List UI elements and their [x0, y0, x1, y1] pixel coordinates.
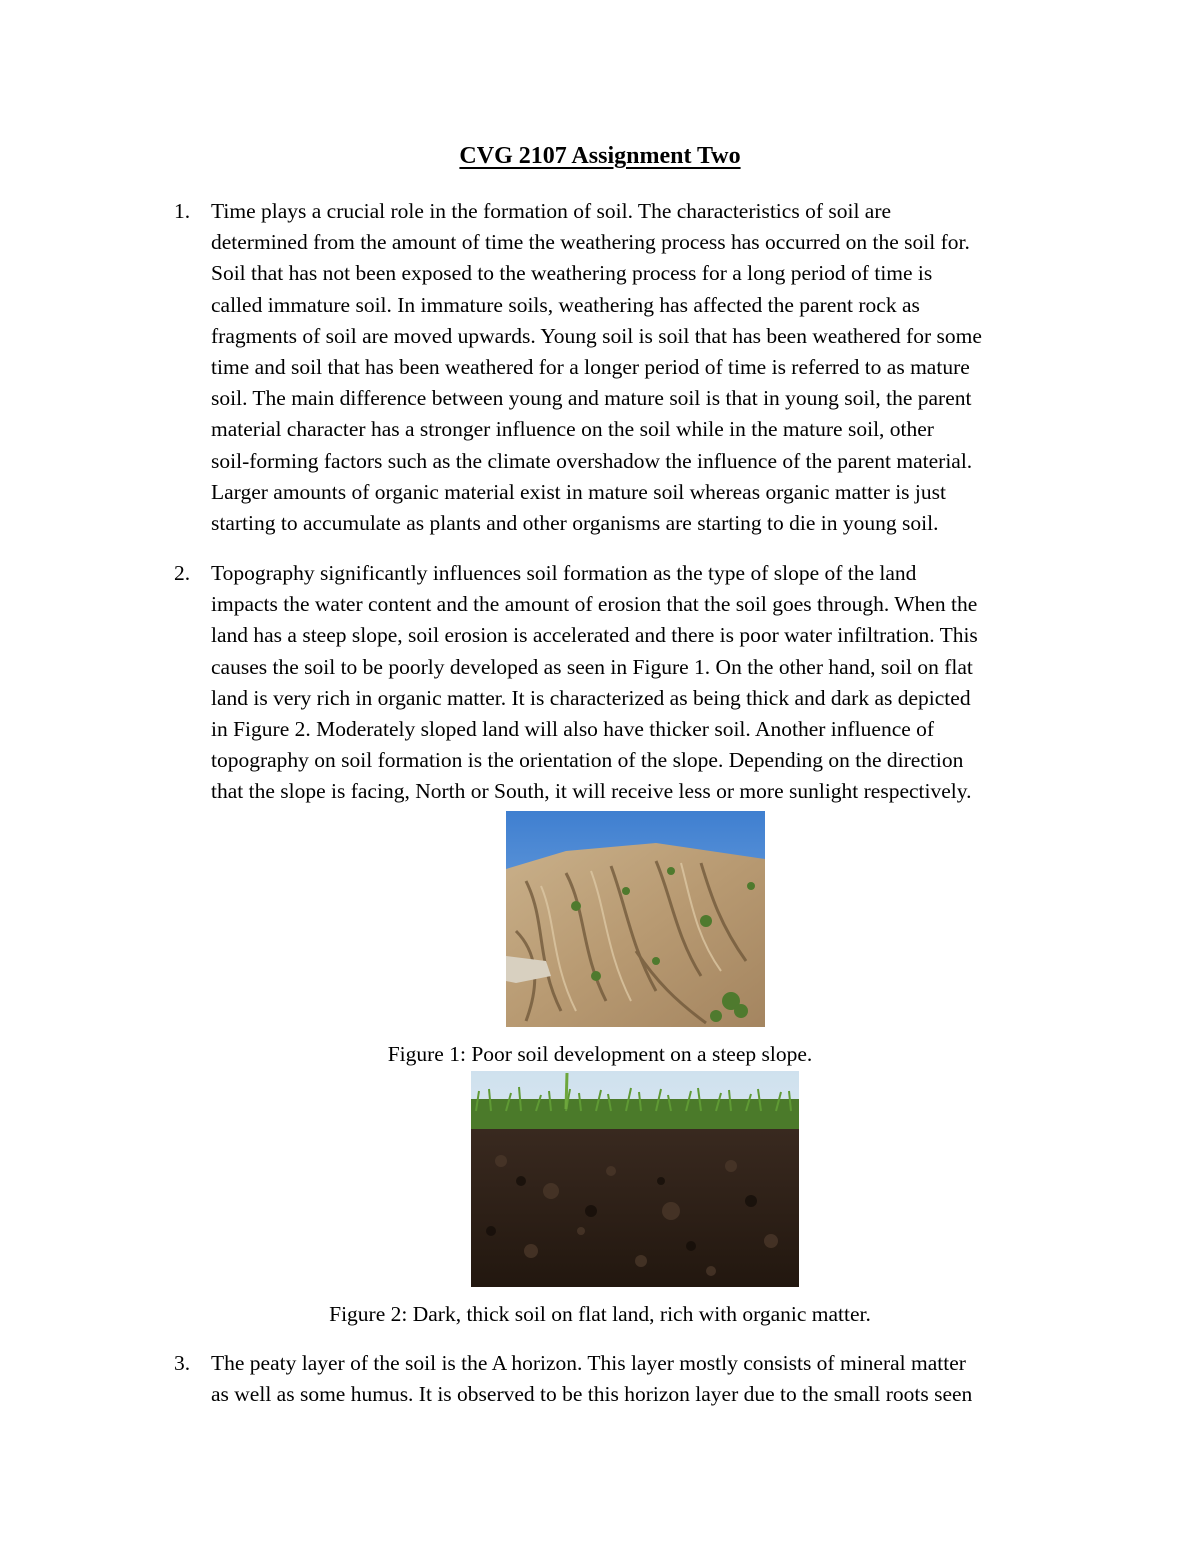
- paragraph-line: in Figure 2. Moderately sloped land will also have thicker soil. Another influence of: [211, 717, 935, 741]
- paragraph-line: impacts the water content and the amount of erosion that the soil goes through. When the: [211, 592, 978, 617]
- paragraph-line: Topography significantly influences soil formation as the type of slope of the land: [211, 561, 917, 585]
- paragraph-line: that the slope is facing, North or South, it will receive less or more sunlight respectively.: [211, 779, 972, 804]
- list-item-number: 3.: [174, 1351, 191, 1375]
- paragraph-line: starting to accumulate as plants and other organisms are starting to die in young soil.: [211, 511, 939, 535]
- paragraph-line: Larger amounts of organic material exist in mature soil whereas organic matter is just: [211, 479, 946, 504]
- paragraph-line: topography on soil formation is the orientation of the slope. Depending on the direction: [211, 748, 964, 773]
- paragraph-line: soil-forming factors such as the climate overshadow the influence of the parent material.: [211, 448, 973, 473]
- figure-2-image: [471, 1071, 799, 1287]
- figure-1-image: [506, 811, 765, 1027]
- paragraph-line: soil. The main difference between young and mature soil is that in young soil, the parent: [211, 386, 972, 411]
- paragraph-line: land is very rich in organic matter. It is characterized as being thick and dark as depicted: [211, 685, 971, 710]
- figure-2-caption: Figure 2: Dark, thick soil on flat land, rich with organic matter.: [329, 1302, 871, 1326]
- paragraph-line: fragments of soil are moved upwards. Young soil is soil that has been weathered for some: [211, 323, 982, 348]
- list-item-number: 1.: [174, 199, 191, 223]
- list-item-number: 2.: [174, 561, 191, 585]
- page-title: CVG 2107 Assignment Two: [459, 143, 741, 169]
- paragraph-line: causes the soil to be poorly developed as seen in Figure 1. On the other hand, soil on flat: [211, 654, 973, 679]
- paragraph-line: land has a steep slope, soil erosion is accelerated and there is poor water infiltration. This: [211, 623, 978, 648]
- figure-1-caption: Figure 1: Poor soil development on a steep slope.: [387, 1042, 813, 1066]
- paragraph-line: determined from the amount of time the weathering process has occurred on the soil for.: [211, 230, 970, 255]
- paragraph-line: Soil that has not been exposed to the weathering process for a long period of time is: [211, 261, 933, 286]
- paragraph-line: Time plays a crucial role in the formation of soil. The characteristics of soil are: [211, 199, 892, 223]
- paragraph-line: time and soil that has been weathered for a longer period of time is referred to as mature: [211, 355, 970, 379]
- paragraph-line: as well as some humus. It is observed to be this horizon layer due to the small roots seen: [211, 1382, 973, 1407]
- paragraph-line: material character has a stronger influence on the soil while in the mature soil, other: [211, 417, 934, 442]
- paragraph-line: The peaty layer of the soil is the A horizon. This layer mostly consists of mineral matter: [211, 1351, 966, 1375]
- paragraph-line: called immature soil. In immature soils, weathering has affected the parent rock as: [211, 292, 920, 317]
